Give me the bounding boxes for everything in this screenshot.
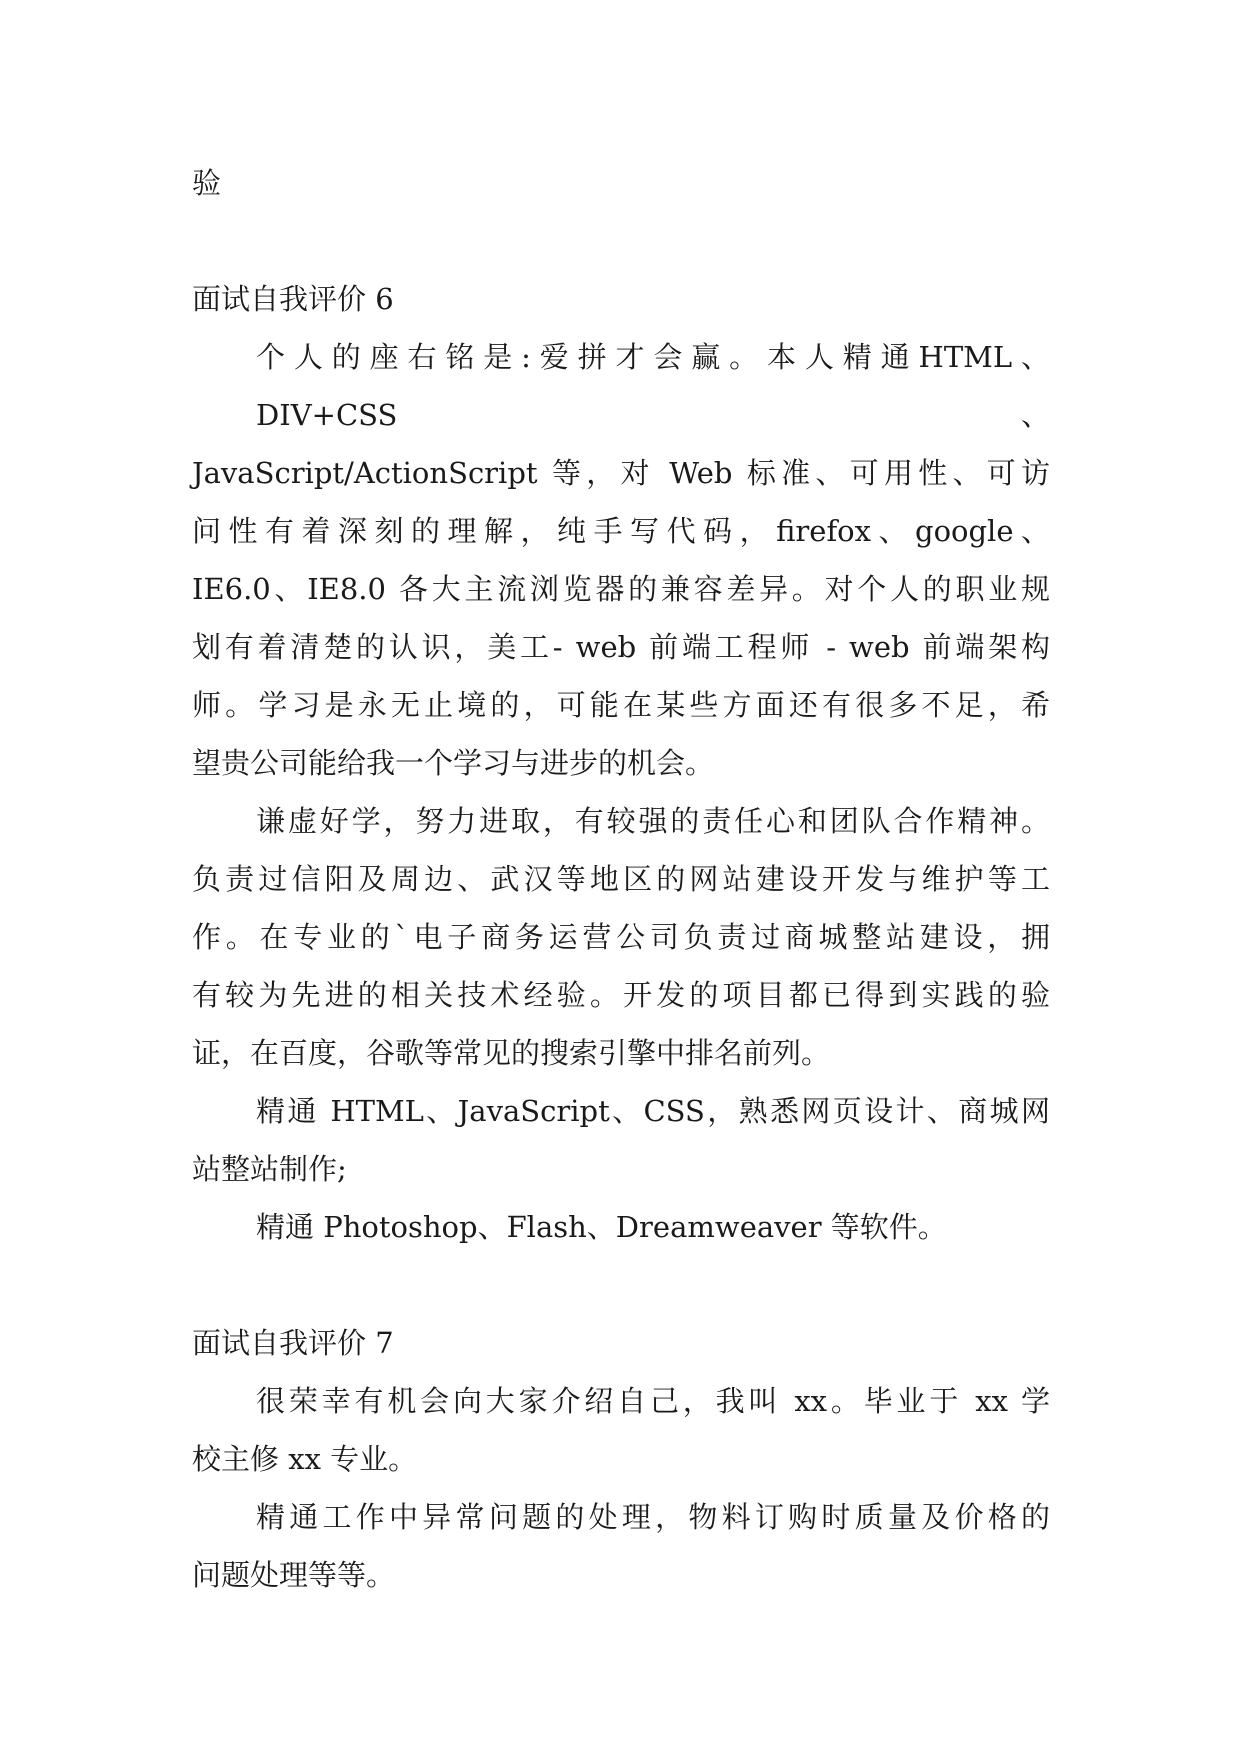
text-line: 站整站制作; [192, 1152, 347, 1186]
text-line: 划有着清楚的认识，美工- web 前端工程师 - web 前端架构 [192, 630, 1050, 664]
paragraph [192, 328, 1050, 792]
text-line: JavaScript/ActionScript 等，对 Web 标准、可用性、可访 [192, 456, 1050, 490]
text-line: 精通 Photoshop、Flash、Dreamweaver 等软件。 [256, 1210, 947, 1244]
section-self-evaluation-7 [192, 1314, 1050, 1604]
text-line: 负责过信阳及周边、武汉等地区的网站建设开发与维护等工 [192, 862, 1050, 896]
text-line: IE6.0、IE8.0 各大主流浏览器的兼容差异。对个人的职业规 [192, 572, 1050, 606]
section-heading: 面试自我评价 7 [192, 1326, 394, 1360]
text-line: 有较为先进的相关技术经验。开发的项目都已得到实践的验 [192, 978, 1050, 1012]
document-body [192, 154, 1050, 1604]
paragraph [192, 1372, 1050, 1488]
section-self-evaluation-6 [192, 270, 1050, 1256]
section-spacer [192, 212, 1050, 270]
text-line: 问性有着深刻的理解，纯手写代码，firefox、google、 [192, 514, 1050, 548]
text-line: 个人的座右铭是:爱拼才会赢。本人精通HTML、DIV+CSS、 [256, 340, 1050, 432]
paragraph [192, 1082, 1050, 1198]
text-line: 精通 HTML、JavaScript、CSS，熟悉网页设计、商城网 [256, 1094, 1050, 1128]
text-line: 作。在专业的`电子商务运营公司负责过商城整站建设，拥 [192, 920, 1050, 954]
paragraph [192, 1488, 1050, 1604]
text-line: 很荣幸有机会向大家介绍自己，我叫 xx。毕业于 xx 学 [256, 1384, 1050, 1418]
text-line: 校主修 xx 专业。 [192, 1442, 418, 1476]
text-line: 证，在百度，谷歌等常见的搜索引擎中排名前列。 [192, 1036, 831, 1070]
paragraph [192, 1198, 1050, 1256]
section-spacer [192, 1256, 1050, 1314]
text-line: 望贵公司能给我一个学习与进步的机会。 [192, 746, 715, 780]
text-line: 师。学习是永无止境的，可能在某些方面还有很多不足，希 [192, 688, 1050, 722]
text-line: 谦虚好学，努力进取，有较强的责任心和团队合作精神。 [256, 804, 1050, 838]
section-heading: 面试自我评价 6 [192, 282, 394, 316]
carried-over-text: 验 [192, 166, 222, 200]
text-line: 问题处理等等。 [192, 1558, 396, 1592]
text-line: 精通工作中异常问题的处理，物料订购时质量及价格的 [256, 1500, 1050, 1534]
paragraph [192, 792, 1050, 1082]
